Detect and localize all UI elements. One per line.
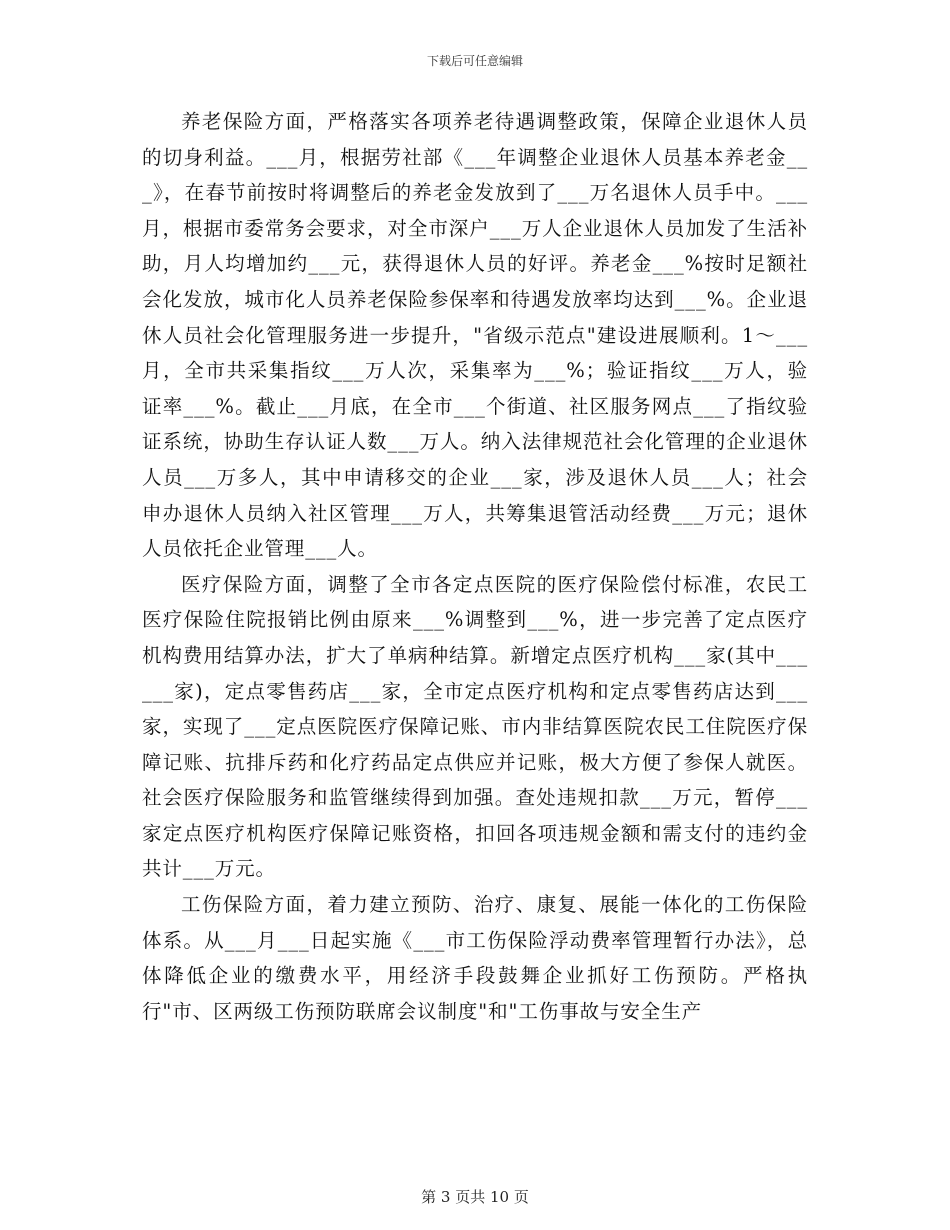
paragraph-pension-insurance: 养老保险方面，严格落实各项养老待遇调整政策，保障企业退休人员的切身利益。___月，根据劳社部《___年调整企业退休人员基本养老金___》，在春节前按时将调整后的养老金发放到了___万名退休人员手中。___月，根据市委常务会要求，对全市深户___万人企业退休人员加发了生活补助，月人均增加约___元，获得退休人员的好评。养老金___%按时足额社会化发放，城市化人员养老保险参保率和待遇发放率均达到___%。企业退休人员社会化管理服务进一步提升，"省级示范点"建设进展顺利。1～___月，全市共采集指纹___万人次，采集率为___%；验证指纹___万人，验证率___%。截止___月底，在全市___个街道、社区服务网点___了指纹验证系统，协助生存认证人数___万人。纳入法律规范社会化管理的企业退休人员___万多人，其中申请移交的企业___家，涉及退休人员___人；社会申办退休人员纳入社区管理___万人，共筹集退管活动经费___万元；退休人员依托企业管理___人。: [142, 110, 808, 561]
page-header-note: 下载后可任意编辑: [426, 54, 523, 68]
page-number-footer: 第 3 页共 10 页: [421, 1188, 529, 1206]
paragraph-work-injury-insurance: 工伤保险方面，着力建立预防、治疗、康复、展能一体化的工伤保险体系。从___月___日起实施《___市工伤保险浮动费率管理暂行办法》，总体降低企业的缴费水平，用经济手段鼓舞企业抓好工伤预防。严格执行"市、区两级工伤预防联席会议制度"和"工伤事故与安全生产: [142, 893, 808, 1023]
document-body: [142, 104, 808, 1029]
paragraph-medical-insurance: 医疗保险方面，调整了全市各定点医院的医疗保险偿付标准，农民工医疗保险住院报销比例由原来___%调整到___%，进一步完善了定点医疗机构费用结算办法，扩大了单病种结算。新增定点医疗机构___家(其中______家)，定点零售药店___家，全市定点医疗机构和定点零售药店达到___家，实现了___定点医院医疗保障记账、市内非结算医院农民工住院医疗保障记账、抗排斥药和化疗药品定点供应并记账，极大方便了参保人就医。社会医疗保险服务和监管继续得到加强。查处违规扣款___万元，暂停___家定点医疗机构医疗保障记账资格，扣回各项违规金额和需支付的违约金共计___万元。: [142, 572, 808, 881]
